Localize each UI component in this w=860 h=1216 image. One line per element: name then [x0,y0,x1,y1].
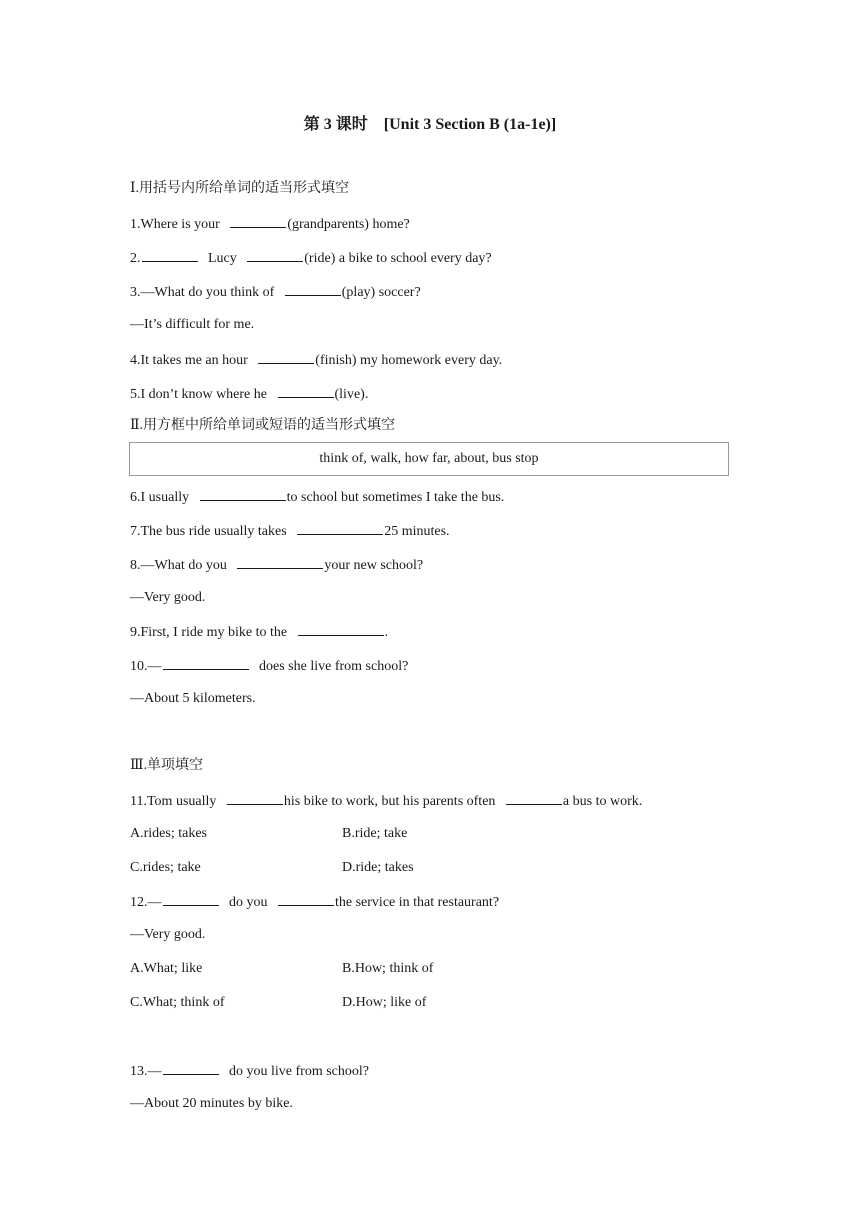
option-row [130,994,427,1012]
option-b[interactable]: B.How; think of [342,961,434,976]
answer-blank[interactable] [258,350,314,364]
answer-blank[interactable] [278,892,334,906]
section-1-heading: Ⅰ.用括号内所给单词的适当形式填空 [130,181,350,196]
answer-blank[interactable] [506,791,562,805]
question-6: 6.I usually to school but sometimes I take the bus. [130,487,504,507]
answer-blank[interactable] [278,384,334,398]
question-7: 7.The bus ride usually takes 25 minutes. [130,521,450,541]
question-13: 13.— do you live from school? [130,1061,369,1081]
answer-blank[interactable] [297,521,383,535]
question-10: 10.— does she live from school? [130,656,408,676]
question-9: 9.First, I ride my bike to the . [130,622,388,642]
answer-blank[interactable] [200,487,286,501]
option-d[interactable]: D.ride; takes [342,860,414,875]
question-3-reply: —It’s difficult for me. [130,317,255,332]
question-11: 11.Tom usually his bike to work, but his parents often a bus to work. [130,791,642,811]
answer-blank[interactable] [163,656,249,670]
question-1: 1.Where is your (grandparents) home? [130,214,410,234]
option-row [130,825,408,843]
answer-blank[interactable] [163,892,219,906]
word-box-text: think of, walk, how far, about, bus stop [319,451,539,466]
question-12: 12.— do you the service in that restaurant? [130,892,499,912]
option-a[interactable]: A.rides; takes [130,826,207,841]
answer-blank[interactable] [247,248,303,262]
section-3-heading: Ⅲ.单项填空 [130,758,204,773]
answer-blank[interactable] [163,1061,219,1075]
question-13-reply: —About 20 minutes by bike. [130,1096,293,1111]
question-12-reply: —Very good. [130,927,206,942]
option-row [130,960,434,978]
question-8: 8.—What do you your new school? [130,555,423,575]
option-a[interactable]: A.What; like [130,961,203,976]
question-4: 4.It takes me an hour (finish) my homework every day. [130,350,502,370]
question-5: 5.I don’t know where he (live). [130,384,368,404]
option-c[interactable]: C.What; think of [130,995,225,1010]
page-title: 第 3 课时 [Unit 3 Section B (1a-1e)] [303,116,557,133]
answer-blank[interactable] [142,248,198,262]
question-8-reply: —Very good. [130,590,206,605]
answer-blank[interactable] [298,622,384,636]
question-3: 3.—What do you think of (play) soccer? [130,282,421,302]
option-row [130,859,414,877]
word-box [129,442,729,476]
option-b[interactable]: B.ride; take [342,826,408,841]
question-2: 2. Lucy (ride) a bike to school every day? [130,248,492,268]
question-10-reply: —About 5 kilometers. [130,691,256,706]
option-d[interactable]: D.How; like of [342,995,427,1010]
answer-blank[interactable] [285,282,341,296]
answer-blank[interactable] [237,555,323,569]
answer-blank[interactable] [227,791,283,805]
section-2-heading: Ⅱ.用方框中所给单词或短语的适当形式填空 [130,418,396,433]
answer-blank[interactable] [230,214,286,228]
option-c[interactable]: C.rides; take [130,860,201,875]
